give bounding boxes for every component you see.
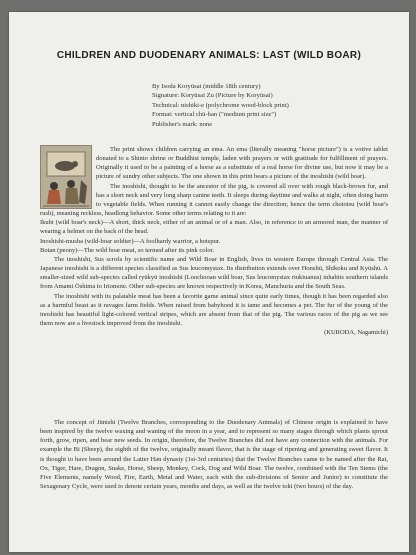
- term-botan: Botan (peony)—The wild boar meat, so termed after its pink color.: [40, 246, 215, 254]
- paragraph-description: The inoshishi, thought to be the ancestor of the pig, is covered all over with rough black-brown fur, and has a short neck and very long sharp canine teeth. It sleeps during daytime and walks at night, often doing harm to vegetable fields. When running it cannot easily change the direction; hence the term chototsu (wild boar's rush), meaning reckless, headlong behavior. Some other terms relating to it are:: [40, 182, 388, 218]
- print-metadata: [152, 82, 289, 129]
- meta-author: By Isoda Koryūsai (middle 18th century): [152, 83, 261, 90]
- term-inoshishi-musha: Inoshishi-musha (wild-boar soldier)—A foolhardy warrior, a hotspur.: [40, 237, 221, 245]
- meta-format: Format: vertical chū-ban ("medium print size"): [152, 111, 277, 119]
- meta-publisher: Publisher's mark: none: [152, 120, 213, 128]
- paragraph-game-animal: The inoshishi with its palatable meat has been a favorite game animal since quite early times, though it has been regarded also as a harmful beast as it ravages farm fields. When raised from babyhood it is tame and becomes a pet. The fur of the young of the inoshishi has beautiful light-colored vertical stripes, which are absent from that of the pig. The various races of the pig as we see them now are a livestock improved from the inoshishi.: [40, 292, 388, 327]
- paragraph-ema: The print shows children carrying an ema. An ema (literally meaning "horse picture") is a votive tablet donated to a Shinto shrine or Buddhist temple, laden with prayers or with gratitude for fulfillment of prayers. Originally it used to be a painting of a horse as a substitute of a real horse for divine use, but now it may be a picture of sundry other subjects. The one shown in this print bears a picture of the inoshishi (wild boar).: [96, 146, 388, 181]
- print-illustration-svg: [41, 146, 91, 208]
- author-signature: (KURODA, Nagamichi): [324, 329, 388, 337]
- paragraph-junishi: The concept of Jūnishi (Twelve Branches, corresponding to the Duodenary Animals) of Chinese origin is explained to have been inspired by the twelve waxing and waning of the moon in a year, and to represent so many stages through which plants sprout forth, grow, ripen, and bear new seeds. In origin, therefore, the Twelve Branches did not have any connection with the animals. For example the Bi (Sheep), the eighth of the twelve, originally meant flavor, that is the stage of ripening and generating sweet flavor. It is thought to have been around the Latter Han dynasty (1st-3rd centuries) that the Twelve Branches came to be named after the Rat, Ox, Tiger, Hare, Dragon, Snake, Horse, Sheep, Monkey, Cock, Dog and Wild Boar. The twelve, combined with the Ten Stems (the Five Elements, namely Wood, Fire, Earth, Metal and Water, each with the sub-divisions of Senior and Junior) to constitute the Sexagenary Cycle, were used to denote certain years, months and days, as well as the twelve toki (two hours) of the day.: [40, 419, 388, 491]
- duodenary-section: [40, 418, 388, 491]
- document-page: [9, 12, 409, 552]
- page-title: CHILDREN AND DUODENARY ANIMALS: LAST (WILD BOAR): [56, 50, 362, 61]
- meta-technical: Technical: nishiki-e (polychrome wood-block print): [152, 101, 289, 109]
- term-ikubi: Ikubi (wild boar's neck)—A short, thick neck, either of an animal or of a man. Also, in reference to an armored man, the manner of wearing a helmet on the back of the head.: [40, 219, 388, 236]
- paragraph-species: The inoshishi, Sus scrofa by scientific name and Wild Boar in English, lives in western Europe through Central Asia. The Japanese inoshishi is a different species classified as Sus leucomystax. Its distribution extends over Honshū, Shikoku and Kyūshū. A smaller-sized wild sub-species called ryūkyū inoshishi (Loochooan wild boar, Sus leucomystax riukiuanus) inhabits southern islands from Amami Ōshima to Iriomote. Other sub-species are known respectively in Korea, Manchuria and the South Seas.: [40, 255, 388, 291]
- meta-signature: Signature: Koryūsai Zu (Picture by Koryūsai): [152, 92, 273, 100]
- wild-boar-print-image: [40, 145, 92, 209]
- article-body: [40, 145, 388, 337]
